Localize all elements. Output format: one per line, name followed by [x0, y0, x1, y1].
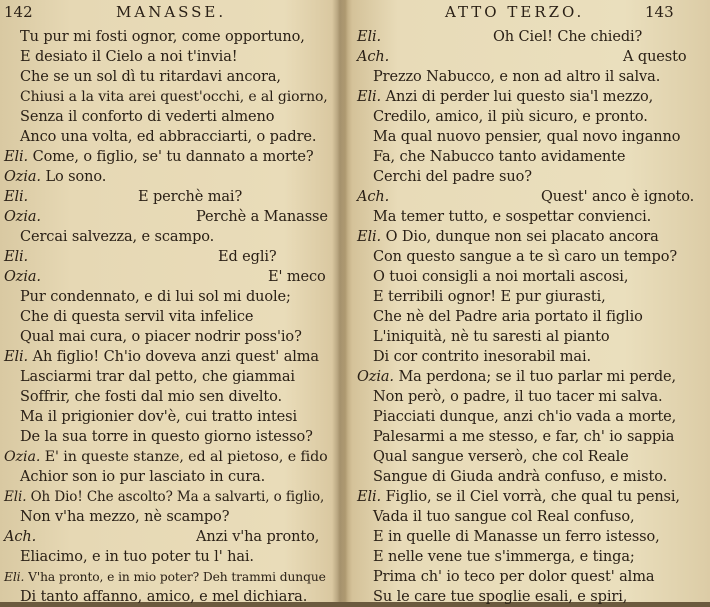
text-line: Anco una volta, ed abbracciarti, o padre. [20, 129, 317, 145]
text-line: De la sua torre in questo giorno istesso? [20, 429, 313, 445]
text-line: Piacciati dunque, anzi ch'io vada a morte, [373, 409, 677, 425]
text-line: Eli. Oh Dio! Che ascolto? Ma a salvarti, o figlio, [4, 489, 325, 505]
right-page-header [345, 3, 710, 25]
text-line: Sangue di Giuda andrà confuso, e misto. [373, 469, 668, 485]
text-line: Vada il tuo sangue col Real confuso, [373, 509, 635, 525]
left-page-number: 142 [4, 3, 33, 21]
speaker-label: Ozia. [357, 369, 394, 385]
text-line: Ma qual nuovo pensier, qual novo inganno [373, 129, 681, 145]
text-line: Eli. Anzi di perder lui questo sia'l mezzo, [357, 89, 654, 105]
speaker-line [4, 267, 41, 287]
text-line: Credilo, amico, il più sicuro, e pronto. [373, 109, 648, 125]
speaker-label: Eli. [357, 29, 382, 45]
speaker-label: Ach. [357, 49, 390, 65]
text-line: Che di questa servil vita infelice [20, 309, 254, 325]
speaker-label: Eli. [357, 229, 382, 245]
left-page-header [0, 3, 335, 25]
right-running-head: ATTO TERZO. [445, 3, 585, 21]
text-line: Su le care tue spoglie esali, e spiri, [373, 589, 628, 605]
left-running-head: MANASSE. [116, 3, 227, 21]
text-line: E' meco [268, 269, 326, 285]
text-line: Qual mai cura, o piacer nodrir poss'io? [20, 329, 302, 345]
text-line: Quest' anco è ignoto. [541, 189, 695, 205]
text-line: Cercai salvezza, e scampo. [20, 229, 215, 245]
text-line: O tuoi consigli a noi mortali ascosi, [373, 269, 629, 285]
text-line: Achior son io pur lasciato in cura. [20, 469, 266, 485]
text-line: Con questo sangue a te sì caro un tempo? [373, 249, 678, 265]
speaker-label: Ozia. [4, 209, 41, 225]
speaker-label: Eli. [4, 249, 29, 265]
text-line: A questo [623, 49, 687, 65]
speaker-label: Eli. [4, 570, 25, 584]
text-line: E terribili ognor! E pur giurasti, [373, 289, 606, 305]
text-line: Fa, che Nabucco tanto avidamente [373, 149, 626, 165]
text-line: Eli. Figlio, se il Ciel vorrà, che qual tu pensi, [357, 489, 680, 505]
speaker-line [4, 187, 28, 207]
speaker-label: Ozia. [4, 449, 41, 465]
text-line: Prezzo Nabucco, e non ad altro il salva. [373, 69, 661, 85]
text-line: Chiusi a la vita arei quest'occhi, e al giorno, [20, 89, 328, 105]
right-page [345, 0, 710, 605]
text-line: Tu pur mi fosti ognor, come opportuno, [20, 29, 305, 45]
text-line: Oh Ciel! Che chiedi? [493, 29, 643, 45]
speaker-label: Eli. [4, 149, 29, 165]
text-line: Di tanto affanno, amico, e mel dichiara. [20, 589, 308, 605]
speaker-line [4, 207, 41, 227]
text-line: Ozia. E' in queste stanze, ed al pietoso, e fido [4, 449, 328, 465]
text-line: Soffrir, che fosti dal mio sen divelto. [20, 389, 282, 405]
text-line: Di cor contrito inesorabil mai. [373, 349, 592, 365]
text-line: Qual sangue verserò, che col Reale [373, 449, 629, 465]
text-line: Ozia. Lo sono. [4, 169, 107, 185]
text-line: Palesarmi a me stesso, e far, ch' io sappia [373, 429, 675, 445]
speaker-label: Eli. [4, 489, 27, 505]
speaker-label: Ach. [357, 189, 390, 205]
text-line: Eli. Ah figlio! Ch'io doveva anzi quest' alma [4, 349, 319, 365]
text-line: Eli. Come, o figlio, se' tu dannato a morte? [4, 149, 314, 165]
text-line: Ozia. Ma perdona; se il tuo parlar mi perde, [357, 369, 676, 385]
text-line: Non però, o padre, il tuo tacer mi salva. [373, 389, 663, 405]
speaker-label: Ach. [4, 529, 37, 545]
text-line: E in quelle di Manasse un ferro istesso, [373, 529, 660, 545]
text-line: Ma il prigionier dov'è, cui tratto intesi [20, 409, 298, 425]
text-line: Cerchi del padre suo? [373, 169, 532, 185]
speaker-line [4, 527, 36, 547]
text-line: Pur condennato, e di lui sol mi duole; [20, 289, 291, 305]
text-line: Eliacimo, e in tuo poter tu l' hai. [20, 549, 254, 565]
text-line: Che nè del Padre aria portato il figlio [373, 309, 643, 325]
speaker-line [357, 27, 381, 47]
speaker-label: Eli. [357, 489, 382, 505]
text-line: Senza il conforto di vederti almeno [20, 109, 275, 125]
text-line: Che se un sol dì tu ritardavi ancora, [20, 69, 281, 85]
speaker-line [357, 47, 389, 67]
speaker-label: Eli. [357, 89, 382, 105]
left-page [0, 0, 335, 605]
speaker-label: Ozia. [4, 269, 41, 285]
text-line: L'iniquità, nè tu saresti al pianto [373, 329, 610, 345]
text-line: Prima ch' io teco per dolor quest' alma [373, 569, 655, 585]
speaker-label: Ozia. [4, 169, 41, 185]
text-line: Perchè a Manasse [196, 209, 328, 225]
speaker-label: Eli. [4, 189, 29, 205]
text-line: Ed egli? [218, 249, 277, 265]
text-line: Ma temer tutto, e sospettar convienci. [373, 209, 652, 225]
text-line: Anzi v'ha pronto, [196, 529, 320, 545]
text-line: E desiato il Cielo a noi t'invia! [20, 49, 238, 65]
text-line: E nelle vene tue s'immerga, e tinga; [373, 549, 635, 565]
text-line: Eli. V'ha pronto, e in mio poter? Deh trammi dunque [4, 570, 326, 584]
speaker-label: Eli. [4, 349, 29, 365]
text-line: Lasciarmi trar dal petto, che giammai [20, 369, 295, 385]
text-line: E perchè mai? [138, 189, 243, 205]
text-line: Non v'ha mezzo, nè scampo? [20, 509, 230, 525]
text-line: Eli. O Dio, dunque non sei placato ancora [357, 229, 659, 245]
speaker-line [4, 247, 28, 267]
right-page-number: 143 [645, 3, 674, 21]
speaker-line [357, 187, 389, 207]
